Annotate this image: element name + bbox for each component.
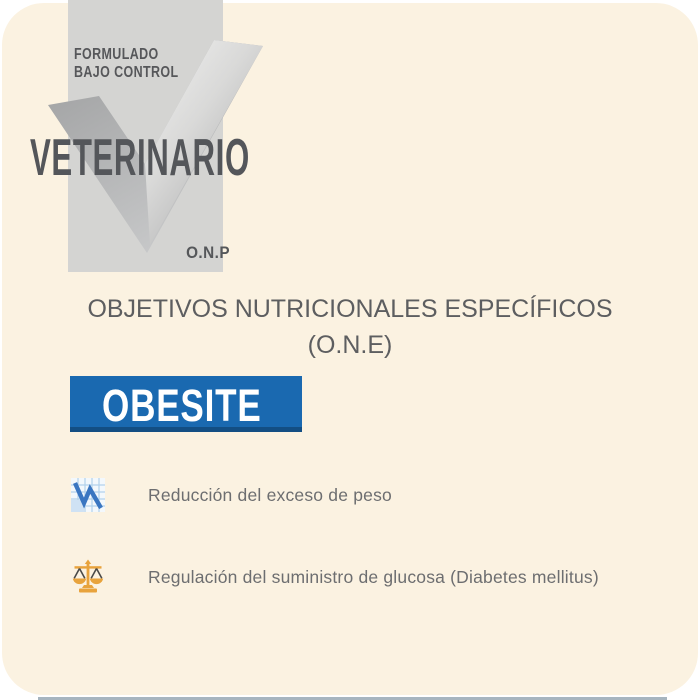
product-name-label: OBESITE: [102, 380, 262, 431]
section-heading-line1: OBJETIVOS NUTRICIONALES ESPECÍFICOS: [87, 295, 613, 323]
logo-text-formulado: FORMULADO: [74, 46, 159, 63]
section-heading-line2: (O.N.E): [307, 331, 393, 359]
benefit-label-weight: Reducción del exceso de peso: [148, 485, 392, 505]
logo-text-bajo-control: BAJO CONTROL: [74, 64, 179, 81]
declining-line-chart-icon: [70, 477, 106, 513]
logo-text-onp: O.N.P: [186, 243, 230, 262]
balance-scale-icon: [70, 559, 106, 595]
benefit-label-glucose: Regulación del suministro de glucosa (Diabetes mellitus): [148, 567, 599, 587]
product-name-banner: [70, 376, 302, 432]
logo-text-veterinario: VETERINARIO: [30, 129, 250, 187]
